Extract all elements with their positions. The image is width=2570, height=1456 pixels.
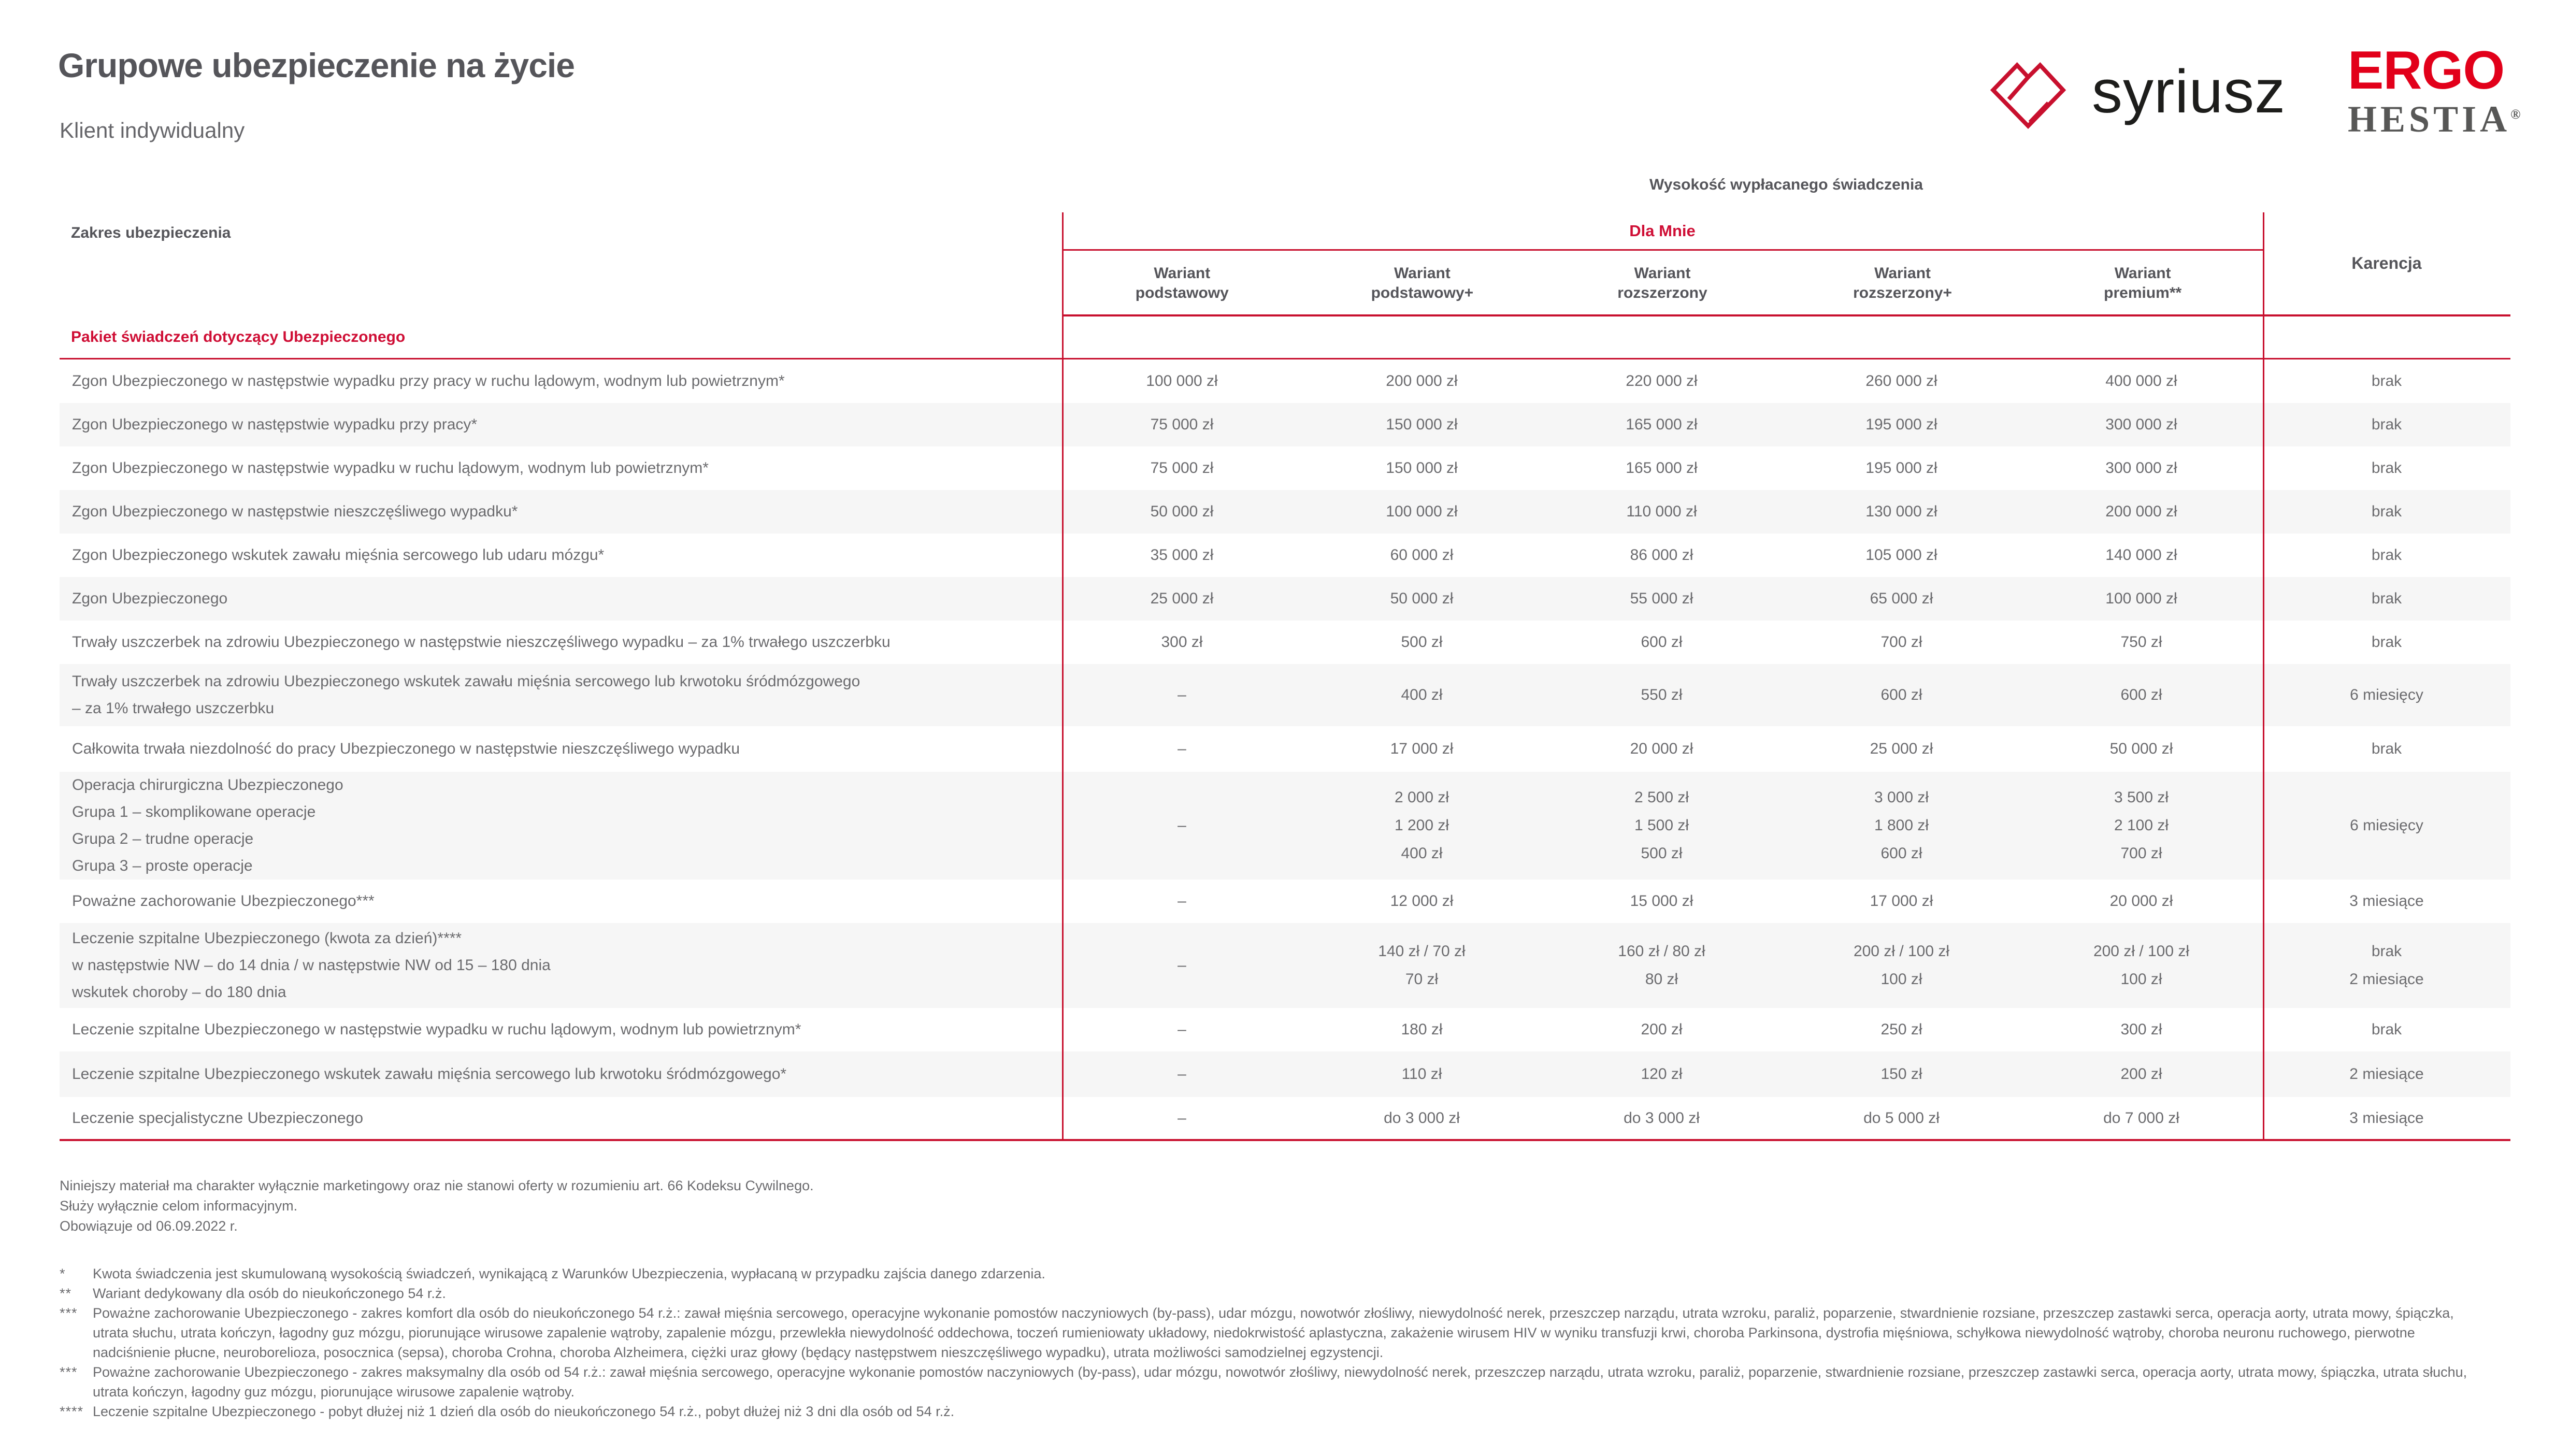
table-row	[60, 359, 2510, 403]
value-cell: –	[1178, 1065, 1186, 1083]
column-divider-left	[1062, 212, 1064, 1141]
footnote-marker: *	[60, 1266, 66, 1281]
table-row	[60, 621, 2510, 664]
karencja-cell: brak	[2371, 740, 2402, 757]
karencja-cell: brak	[2371, 416, 2402, 433]
value-cell: 100 000 zł	[1146, 372, 1218, 390]
karencja-cell: brak 2 miesiące	[2349, 943, 2424, 988]
value-cell: 35 000 zł	[1150, 546, 1214, 564]
column-divider-right	[2263, 212, 2264, 1141]
karencja-cell: brak	[2371, 590, 2402, 607]
karencja-cell: brak	[2371, 372, 2402, 390]
value-cell: 195 000 zł	[1865, 416, 1937, 433]
karencja-cell: brak	[2371, 503, 2402, 520]
table-row	[60, 923, 2510, 1008]
value-cell: 195 000 zł	[1865, 459, 1937, 477]
value-cell: 20 000 zł	[1630, 740, 1693, 757]
value-cell: –	[1178, 740, 1186, 757]
table-row	[60, 880, 2510, 923]
disclaimer-block	[60, 1176, 814, 1236]
value-cell: 300 zł	[2120, 1021, 2162, 1038]
zakres-cell: Zgon Ubezpieczonego w następstwie nieszczęśliwego wypadku*	[72, 503, 518, 520]
zakres-cell: Leczenie szpitalne Ubezpieczonego w następstwie wypadku w ruchu lądowym, wodnym lub powietrznym*	[72, 1021, 801, 1038]
zakres-cell: Leczenie szpitalne Ubezpieczonego wskutek zawału mięśnia sercowego lub krwotoku śródmózgowego*	[72, 1065, 787, 1083]
ergo-logo-text: ERGO	[2348, 40, 2505, 100]
footnote	[60, 1362, 2474, 1402]
zakres-cell: Zgon Ubezpieczonego wskutek zawału mięśnia sercowego lub udaru mózgu*	[72, 546, 605, 564]
variant-column-header: Wariant rozszerzony+	[1853, 265, 1952, 301]
variant-column-header: Wariant premium**	[2104, 265, 2182, 301]
value-cell: 75 000 zł	[1150, 416, 1214, 433]
value-cell: 600 zł	[1641, 633, 1683, 651]
value-cell: 300 000 zł	[2105, 459, 2177, 477]
footnote	[60, 1402, 2474, 1421]
value-cell: 150 zł	[1880, 1065, 1922, 1083]
page-title: Grupowe ubezpieczenie na życie	[58, 46, 575, 84]
table-body	[60, 359, 2510, 1139]
zakres-cell: Trwały uszczerbek na zdrowiu Ubezpieczonego wskutek zawału mięśnia sercowego lub krwotoku śródmózgowego – za 1% trwałego uszczerbku	[72, 673, 860, 717]
value-cell: 86 000 zł	[1630, 546, 1693, 564]
value-cell: 200 zł / 100 zł 100 zł	[1853, 943, 1950, 988]
value-cell: –	[1178, 1109, 1186, 1127]
value-cell: 200 zł	[2120, 1065, 2162, 1083]
footnote-text: Kwota świadczenia jest skumulowaną wysokością świadczeń, wynikającą z Warunków Ubezpieczenia, wypłacaną w przypadku zajścia danego zdarzenia.	[93, 1266, 1045, 1281]
value-cell: –	[1178, 1021, 1186, 1038]
value-cell: 200 000 zł	[2105, 503, 2177, 520]
value-cell: 150 000 zł	[1386, 459, 1458, 477]
table-row	[60, 664, 2510, 726]
value-cell: 200 zł	[1641, 1021, 1683, 1038]
table-row	[60, 772, 2510, 880]
variant-column-header: Wariant rozszerzony	[1617, 265, 1707, 301]
disclaimer-line: Obowiązuje od 06.09.2022 r.	[60, 1218, 238, 1234]
column-header-karencja: Karencja	[2351, 254, 2422, 272]
karencja-cell: 6 miesięcy	[2350, 686, 2423, 703]
table-row	[60, 446, 2510, 490]
page-subtitle: Klient indywidualny	[60, 118, 245, 142]
variant-headers	[1062, 252, 2263, 314]
disclaimer-line: Niniejszy materiał ma charakter wyłącznie marketingowy oraz nie stanowi oferty w rozumieniu art. 66 Kodeksu Cywilnego.	[60, 1178, 814, 1193]
footnote	[60, 1264, 2474, 1284]
value-cell: 600 zł	[2120, 686, 2162, 703]
syriusz-logo-text: syriusz	[2092, 57, 2286, 126]
zakres-cell: Zgon Ubezpieczonego w następstwie wypadku przy pracy w ruchu lądowym, wodnym lub powietrznym*	[72, 372, 785, 390]
karencja-cell: brak	[2371, 1021, 2402, 1038]
value-cell: do 5 000 zł	[1863, 1109, 1940, 1127]
value-cell: 17 000 zł	[1390, 740, 1454, 757]
table-row	[60, 726, 2510, 772]
value-cell: 750 zł	[2120, 633, 2162, 651]
value-cell: 260 000 zł	[1865, 372, 1937, 390]
value-cell: –	[1178, 817, 1186, 834]
value-cell: 50 000 zł	[2109, 740, 2173, 757]
value-cell: 140 zł / 70 zł 70 zł	[1378, 943, 1466, 988]
table-row	[60, 1097, 2510, 1139]
value-cell: 50 000 zł	[1150, 503, 1214, 520]
value-cell: 15 000 zł	[1630, 892, 1693, 910]
value-cell: 3 000 zł 1 800 zł 600 zł	[1874, 789, 1929, 862]
karencja-cell: brak	[2371, 459, 2402, 477]
zakres-cell: Trwały uszczerbek na zdrowiu Ubezpieczonego w następstwie nieszczęśliwego wypadku – za 1% trwałego uszczerbku	[72, 633, 891, 651]
value-cell: 55 000 zł	[1630, 590, 1693, 607]
value-cell: 2 000 zł 1 200 zł 400 zł	[1394, 789, 1449, 862]
karencja-cell: 2 miesiące	[2349, 1065, 2424, 1083]
zakres-cell: Zgon Ubezpieczonego w następstwie wypadku przy pracy*	[72, 416, 478, 433]
value-cell: 600 zł	[1880, 686, 1922, 703]
table-row	[60, 1051, 2510, 1097]
value-cell: 105 000 zł	[1865, 546, 1937, 564]
value-cell: 165 000 zł	[1626, 459, 1698, 477]
table-header-benefit-amount: Wysokość wypłacanego świadczenia	[1649, 176, 1923, 193]
value-cell: 400 zł	[1401, 686, 1443, 703]
value-cell: 250 zł	[1880, 1021, 1922, 1038]
value-cell: 180 zł	[1401, 1021, 1443, 1038]
footnote-text: Poważne zachorowanie Ubezpieczonego - zakres maksymalny dla osób od 54 r.ż.: zawał mięśnia sercowego, operacyjne wykonanie pomostów naczyniowych (by-pass), udar mózgu, nowotwór złośliwy, niewydolność nerek, przeszczep narządu, utrata wzroku, paraliż, poparzenie, stwardnienie rozsiane, przeszczep zastawki serca, operacja aorty, utrata mowy, śpiączka, utrata słuchu, utrata kończyn, łagodny guz mózgu, piorunujące wirusowe zapalenie wątroby.	[93, 1364, 2467, 1400]
value-cell: 400 000 zł	[2105, 372, 2177, 390]
zakres-cell: Zgon Ubezpieczonego	[72, 590, 228, 607]
value-cell: do 7 000 zł	[2103, 1109, 2179, 1127]
value-cell: 25 000 zł	[1150, 590, 1214, 607]
zakres-cell: Operacja chirurgiczna Ubezpieczonego Grupa 1 – skomplikowane operacje Grupa 2 – trudne operacje Grupa 3 – proste operacje	[72, 776, 343, 874]
value-cell: 550 zł	[1641, 686, 1683, 703]
variant-column-header: Wariant podstawowy	[1135, 265, 1229, 301]
value-cell: 20 000 zł	[2109, 892, 2173, 910]
value-cell: –	[1178, 957, 1186, 974]
table-row	[60, 577, 2510, 621]
value-cell: 25 000 zł	[1870, 740, 1933, 757]
value-cell: 300 000 zł	[2105, 416, 2177, 433]
value-cell: 200 zł / 100 zł 100 zł	[2093, 943, 2190, 988]
table-row	[60, 534, 2510, 577]
value-cell: 165 000 zł	[1626, 416, 1698, 433]
hestia-logo-text: HESTIA®	[2348, 98, 2521, 140]
table-row	[60, 490, 2510, 534]
footnote-text: Wariant dedykowany dla osób do nieukończonego 54 r.ż.	[93, 1286, 446, 1301]
zakres-cell: Leczenie szpitalne Ubezpieczonego (kwota za dzień)**** w następstwie NW – do 14 dnia / w następstwie NW od 15 – 180 dnia wskutek choroby – do 180 dnia	[72, 930, 551, 1001]
value-cell: 12 000 zł	[1390, 892, 1454, 910]
footnote	[60, 1303, 2474, 1362]
value-cell: 200 000 zł	[1386, 372, 1458, 390]
value-cell: –	[1178, 686, 1186, 703]
value-cell: 50 000 zł	[1390, 590, 1454, 607]
footnote-marker: ***	[60, 1364, 78, 1380]
value-cell: 2 500 zł 1 500 zł 500 zł	[1634, 789, 1689, 862]
disclaimer-line: Służy wyłącznie celom informacyjnym.	[60, 1198, 298, 1214]
value-cell: 110 zł	[1401, 1065, 1442, 1083]
table-row	[60, 1008, 2510, 1051]
value-cell: 220 000 zł	[1626, 372, 1698, 390]
value-cell: 130 000 zł	[1865, 503, 1937, 520]
footnote-marker: **	[60, 1286, 72, 1301]
zakres-cell: Zgon Ubezpieczonego w następstwie wypadku w ruchu lądowym, wodnym lub powietrznym*	[72, 459, 709, 477]
footnote-text: Poważne zachorowanie Ubezpieczonego - zakres komfort dla osób do nieukończonego 54 r.ż.: zawał mięśnia sercowego, operacyjne wykonanie pomostów naczyniowych (by-pass), udar mózgu, nowotwór złośliwy, niewydolność nerek, przeszczep narządu, utrata wzroku, paraliż, poparzenie, stwardnienie rozsiane, przeszczep zastawki serca, operacja aorty, utrata mowy, śpiączka, utrata słuchu, utrata kończyn, łagodny guz mózgu, piorunujące wirusowe zapalenie wątroby, zapalenie mózgu, przewlekła niewydolność oddechowa, toczeń rumieniowaty układowy, niedokrwistość aplastyczna, zakażenie wirusem HIV w wyniku transfuzji krwi, choroba Parkinsona, dystrofia mięśniowa, schyłkowa niewydolność wątroby, choroba neuronu ruchowego, pierwotne nadciśnienie płucne, neuroborelioza, posocznica (sepsa), choroba Crohna, choroba Alzheimera, ciężki uraz głowy (będący następstwem nieszczęśliwego wypadku), utrata możliwości samodzielnej egzystencji.	[93, 1305, 2454, 1360]
registered-trademark-icon: ®	[2510, 107, 2521, 122]
variant-column-header: Wariant podstawowy+	[1371, 265, 1474, 301]
zakres-cell: Całkowita trwała niezdolność do pracy Ubezpieczonego w następstwie nieszczęśliwego wypadku	[72, 740, 740, 757]
karencja-cell: brak	[2371, 546, 2402, 564]
value-cell: 500 zł	[1401, 633, 1443, 651]
value-cell: 75 000 zł	[1150, 459, 1214, 477]
footnote-marker: ****	[60, 1404, 84, 1419]
value-cell: 110 000 zł	[1626, 503, 1697, 520]
value-cell: 300 zł	[1161, 633, 1203, 651]
footnotes-block	[60, 1264, 2474, 1421]
table-row	[60, 403, 2510, 446]
value-cell: 160 zł / 80 zł 80 zł	[1618, 943, 1705, 988]
zakres-cell: Leczenie specjalistyczne Ubezpieczonego	[72, 1109, 364, 1127]
karencja-cell: 3 miesiące	[2349, 1109, 2424, 1127]
section-header: Pakiet świadczeń dotyczący Ubezpieczonego	[71, 328, 406, 345]
footnote	[60, 1284, 2474, 1303]
footnote-text: Leczenie szpitalne Ubezpieczonego - pobyt dłużej niż 1 dzień dla osób do nieukończonego 54 r.ż., pobyt dłużej niż 3 dni dla osób od 54 r.ż.	[93, 1404, 955, 1419]
value-cell: do 3 000 zł	[1384, 1109, 1460, 1127]
value-cell: 150 000 zł	[1386, 416, 1458, 433]
value-cell: 120 zł	[1641, 1065, 1683, 1083]
benefits-table	[60, 0, 2510, 1456]
karencja-cell: 6 miesięcy	[2350, 817, 2423, 834]
value-cell: 65 000 zł	[1870, 590, 1933, 607]
value-cell: 17 000 zł	[1870, 892, 1933, 910]
group-header-dla-mnie: Dla Mnie	[1062, 212, 2263, 251]
karencja-cell: 3 miesiące	[2349, 892, 2424, 910]
value-cell: –	[1178, 892, 1186, 910]
karencja-cell: brak	[2371, 633, 2402, 651]
value-cell: 140 000 zł	[2105, 546, 2177, 564]
value-cell: 700 zł	[1880, 633, 1922, 651]
footnote-marker: ***	[60, 1305, 78, 1321]
column-header-zakres: Zakres ubezpieczenia	[71, 224, 231, 241]
value-cell: do 3 000 zł	[1624, 1109, 1700, 1127]
zakres-cell: Poważne zachorowanie Ubezpieczonego***	[72, 892, 375, 910]
value-cell: 3 500 zł 2 100 zł 700 zł	[2114, 789, 2169, 862]
value-cell: 100 000 zł	[1386, 503, 1458, 520]
value-cell: 100 000 zł	[2105, 590, 2177, 607]
value-cell: 60 000 zł	[1390, 546, 1454, 564]
table-bottom-line	[60, 1139, 2510, 1141]
